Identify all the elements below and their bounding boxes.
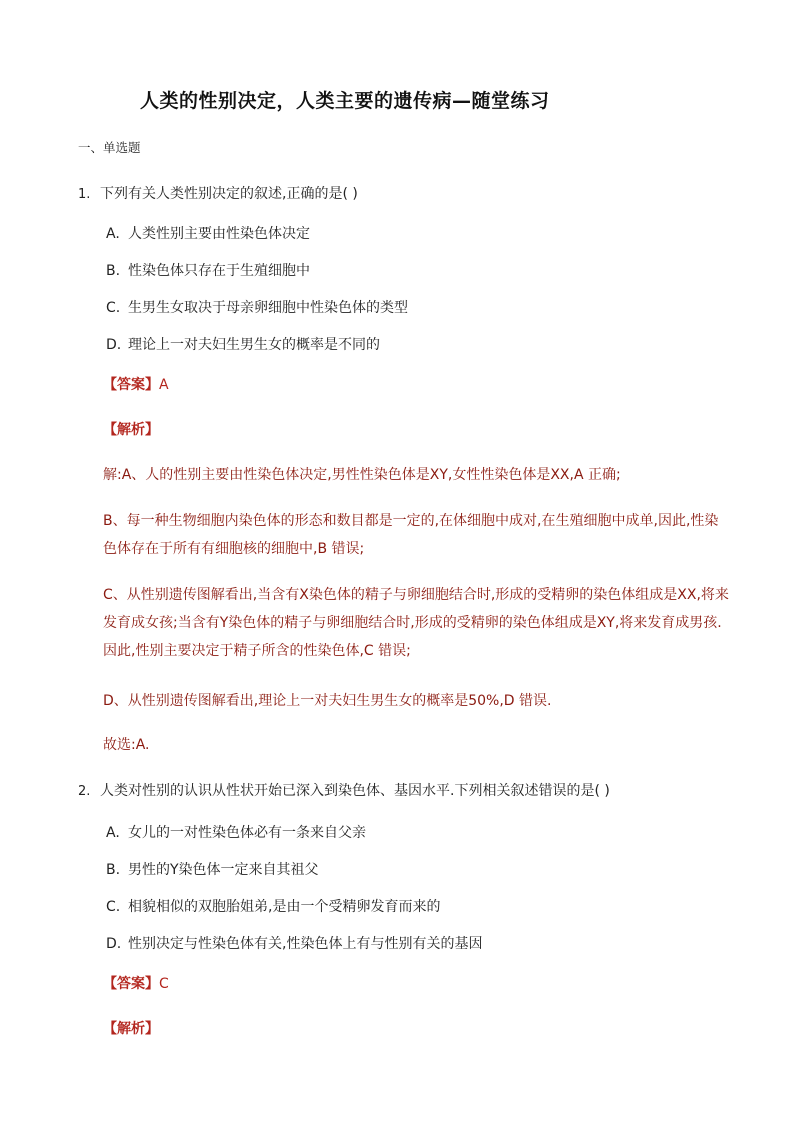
page-title: 人类的性别决定，人类主要的遗传病—随堂练习 [140,90,550,112]
q1-explanation-line: B、每一种生物细胞内染色体的形态和数目都是一定的,在体细胞中成对,在生殖细胞中成单,因此,性染 [103,513,719,529]
option-text: 相貌相似的双胞胎姐弟,是由一个受精卵发育而来的 [128,899,441,915]
option-letter: D. [106,936,122,952]
option-text: 人类性别主要由性染色体决定 [128,226,310,242]
option-letter: C. [106,300,121,316]
q1-option-b [106,260,310,280]
q1-explanation-line: 故选:A. [103,737,150,753]
option-text: 性染色体只存在于生殖细胞中 [128,263,310,279]
q1-option-d [106,334,380,354]
option-text: 女儿的一对性染色体必有一条来自父亲 [128,825,366,841]
question-text: 人类对性别的认识从性状开始已深入到染色体、基因水平.下列相关叙述错误的是( ) [100,783,610,799]
option-letter: D. [106,337,122,353]
question-number: 1. [78,187,91,202]
q1-explanation-line: 因此,性别主要决定于精子所含的性染色体,C 错误; [103,643,411,659]
answer-value: C [159,976,169,992]
q2-option-a [106,822,366,842]
q2-answer [103,973,169,993]
answer-value: A [159,377,169,393]
q1-analysis-label: 【解析】 [103,422,159,438]
q2-option-d [106,933,482,953]
option-letter: A. [106,825,120,841]
option-letter: A. [106,226,120,242]
option-letter: C. [106,899,121,915]
q2-option-b [106,859,319,879]
q1-explanation-line: 解:A、人的性别主要由性染色体决定,男性性染色体是XY,女性性染色体是XX,A 正确; [103,467,621,483]
option-text: 生男生女取决于母亲卵细胞中性染色体的类型 [128,300,408,316]
q2-analysis-label: 【解析】 [103,1021,159,1037]
q1-explanation-line: 色体存在于所有有细胞核的细胞中,B 错误; [103,541,365,557]
option-text: 理论上一对夫妇生男生女的概率是不同的 [128,337,380,353]
q1-explanation-line: D、从性别遗传图解看出,理论上一对夫妇生男生女的概率是50%,D 错误. [103,693,552,709]
q1-option-c [106,297,408,317]
q1-option-a [106,223,310,243]
q2-option-c [106,896,440,916]
section-heading: 一、单选题 [78,140,141,155]
question-2 [78,780,610,800]
answer-label: 【答案】 [103,377,159,393]
question-text: 下列有关人类性别决定的叙述,正确的是( ) [100,186,358,202]
option-text: 男性的Y染色体一定来自其祖父 [128,862,319,878]
question-number: 2. [78,784,91,799]
q1-explanation-line: C、从性别遗传图解看出,当含有X染色体的精子与卵细胞结合时,形成的受精卵的染色体组成是XX,将来 [103,587,729,603]
question-1 [78,183,358,203]
q1-explanation-line: 发育成女孩;当含有Y染色体的精子与卵细胞结合时,形成的受精卵的染色体组成是XY,将来发育成男孩. [103,615,722,631]
option-letter: B. [106,862,121,878]
option-letter: B. [106,263,121,279]
option-text: 性别决定与性染色体有关,性染色体上有与性别有关的基因 [128,936,483,952]
q1-answer [103,374,169,394]
answer-label: 【答案】 [103,976,159,992]
